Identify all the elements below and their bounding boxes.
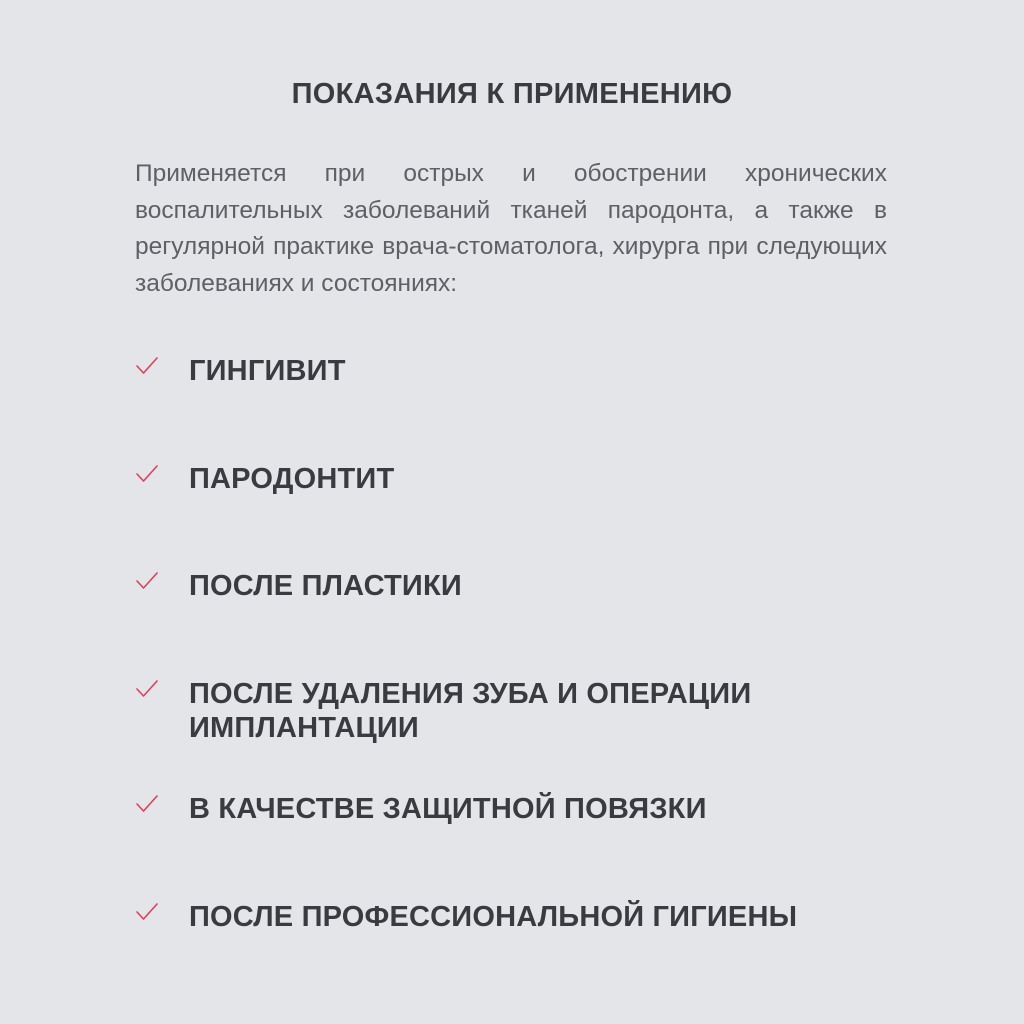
- checkmark-icon: [135, 679, 159, 699]
- list-item-label: ПОСЛЕ ПРОФЕССИОНАЛЬНОЙ ГИГИЕНЫ: [189, 901, 798, 933]
- checkmark-icon: [135, 902, 159, 922]
- checkmark-icon: [135, 794, 159, 814]
- intro-paragraph: Применяется при острых и обострении хронических воспалительных заболеваний тканей пародонта, а также в регулярной практике врача-стоматолога, хирурга при следующих заболеваниях и состояниях:: [135, 160, 887, 297]
- page-title: ПОКАЗАНИЯ К ПРИМЕНЕНИЮ: [291, 78, 733, 110]
- checkmark-icon: [135, 464, 159, 484]
- list-item-label: ПОСЛЕ ПЛАСТИКИ: [189, 570, 462, 602]
- checkmark-icon: [135, 571, 159, 591]
- checkmark-icon: [135, 356, 159, 376]
- list-item-label: В КАЧЕСТВЕ ЗАЩИТНОЙ ПОВЯЗКИ: [189, 793, 707, 825]
- list-item-label: ПОСЛЕ УДАЛЕНИЯ ЗУБА И ОПЕРАЦИИ ИМПЛАНТАЦИИ: [189, 678, 752, 744]
- list-item-label: ГИНГИВИТ: [189, 355, 346, 387]
- list-item-label: ПАРОДОНТИТ: [189, 463, 395, 495]
